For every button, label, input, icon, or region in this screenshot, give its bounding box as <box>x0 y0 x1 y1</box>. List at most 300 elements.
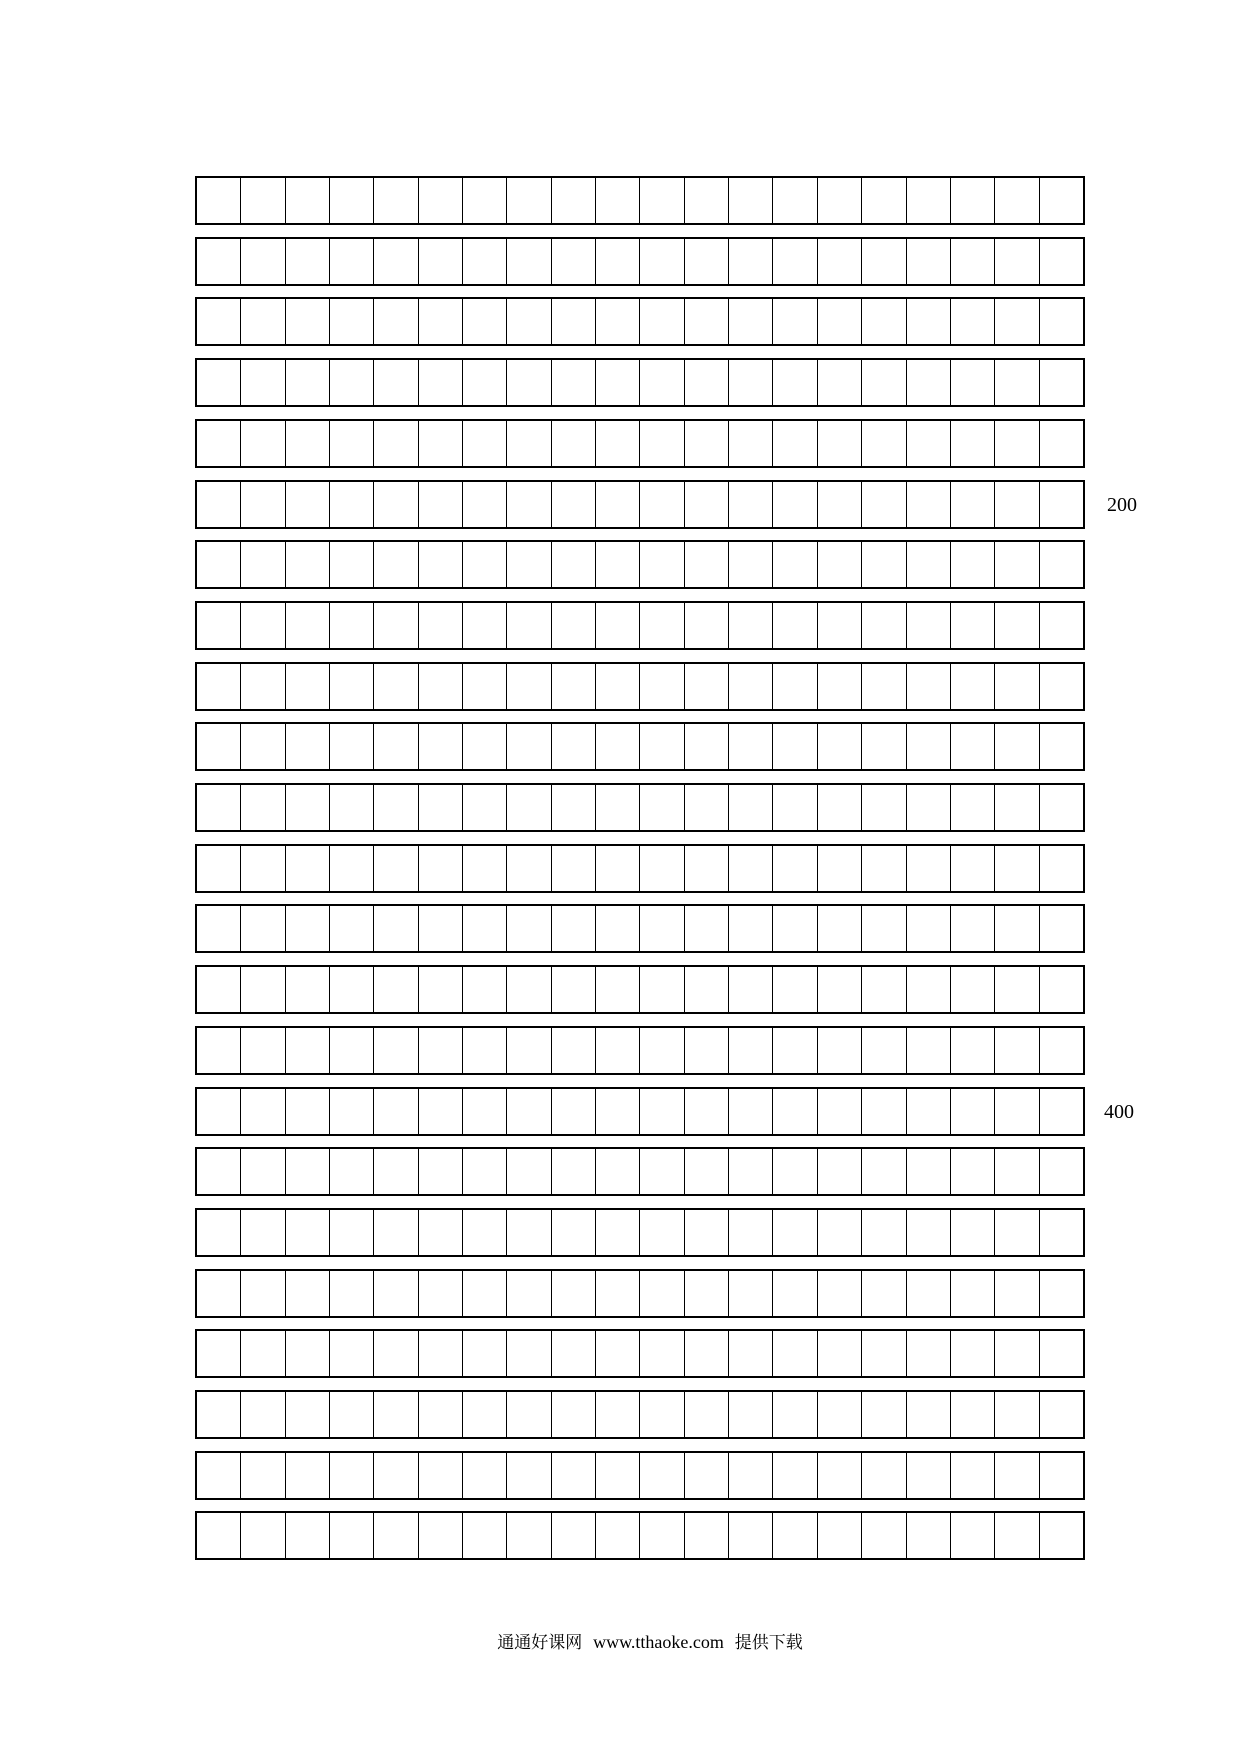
grid-cell <box>419 1331 463 1376</box>
grid-cell <box>1040 482 1083 527</box>
grid-cell <box>286 1453 330 1498</box>
grid-cell <box>419 482 463 527</box>
grid-cell <box>818 1392 862 1437</box>
grid-cell <box>818 1271 862 1316</box>
grid-cell <box>818 785 862 830</box>
footer-credit <box>0 1632 1240 1653</box>
grid-cell <box>640 1453 684 1498</box>
grid-cell <box>1040 906 1083 951</box>
grid-cell <box>197 178 241 223</box>
grid-cell <box>907 178 951 223</box>
grid-cell <box>907 421 951 466</box>
grid-cell <box>596 360 640 405</box>
grid-cell <box>507 1028 551 1073</box>
grid-cell <box>419 239 463 284</box>
footer-url[interactable]: www.tthaoke.com <box>593 1632 724 1652</box>
grid-cell <box>640 1210 684 1255</box>
grid-cell <box>818 178 862 223</box>
grid-cell <box>286 906 330 951</box>
grid-cell <box>685 360 729 405</box>
word-count-marker-200: 200 <box>1107 494 1137 516</box>
grid-cell <box>729 1392 773 1437</box>
grid-cell <box>862 1453 906 1498</box>
grid-cell <box>1040 1028 1083 1073</box>
grid-cell <box>286 1392 330 1437</box>
grid-cell <box>773 664 817 709</box>
grid-cell <box>507 1331 551 1376</box>
grid-cell <box>507 967 551 1012</box>
grid-cell <box>286 542 330 587</box>
grid-cell <box>729 299 773 344</box>
grid-cell <box>197 542 241 587</box>
grid-cell <box>330 482 374 527</box>
grid-cell <box>862 967 906 1012</box>
grid-cell <box>463 1089 507 1134</box>
grid-cell <box>995 542 1039 587</box>
grid-cell <box>818 1210 862 1255</box>
grid-cell <box>596 1089 640 1134</box>
grid-cell <box>995 1028 1039 1073</box>
grid-cell <box>907 1149 951 1194</box>
grid-cell <box>818 664 862 709</box>
grid-row <box>195 297 1085 346</box>
grid-cell <box>463 1210 507 1255</box>
grid-cell <box>907 1331 951 1376</box>
grid-cell <box>552 1149 596 1194</box>
grid-cell <box>330 1392 374 1437</box>
grid-cell <box>330 360 374 405</box>
grid-cell <box>286 785 330 830</box>
grid-cell <box>995 1149 1039 1194</box>
grid-cell <box>374 1149 418 1194</box>
grid-cell <box>640 178 684 223</box>
grid-cell <box>951 724 995 769</box>
grid-cell <box>773 906 817 951</box>
grid-cell <box>507 846 551 891</box>
grid-cell <box>729 603 773 648</box>
grid-cell <box>241 1271 285 1316</box>
grid-cell <box>552 1028 596 1073</box>
grid-cell <box>552 178 596 223</box>
grid-cell <box>685 239 729 284</box>
grid-cell <box>463 1453 507 1498</box>
grid-cell <box>729 1089 773 1134</box>
grid-cell <box>507 724 551 769</box>
grid-cell <box>729 421 773 466</box>
grid-cell <box>951 178 995 223</box>
grid-cell <box>862 603 906 648</box>
grid-cell <box>197 1028 241 1073</box>
grid-cell <box>419 1028 463 1073</box>
grid-cell <box>241 178 285 223</box>
grid-cell <box>862 239 906 284</box>
grid-cell <box>330 239 374 284</box>
grid-cell <box>995 967 1039 1012</box>
grid-cell <box>685 1149 729 1194</box>
grid-cell <box>374 664 418 709</box>
grid-cell <box>640 299 684 344</box>
grid-row <box>195 601 1085 650</box>
grid-row <box>195 358 1085 407</box>
grid-cell <box>640 239 684 284</box>
grid-cell <box>552 542 596 587</box>
grid-cell <box>197 603 241 648</box>
grid-cell <box>729 1513 773 1558</box>
grid-cell <box>241 785 285 830</box>
grid-cell <box>241 1453 285 1498</box>
grid-cell <box>951 1392 995 1437</box>
grid-cell <box>374 482 418 527</box>
grid-cell <box>241 542 285 587</box>
grid-cell <box>729 239 773 284</box>
grid-cell <box>773 1089 817 1134</box>
grid-cell <box>773 1210 817 1255</box>
grid-cell <box>596 299 640 344</box>
grid-cell <box>374 1331 418 1376</box>
grid-cell <box>818 1089 862 1134</box>
grid-cell <box>862 1028 906 1073</box>
grid-cell <box>507 421 551 466</box>
grid-cell <box>862 178 906 223</box>
grid-cell <box>596 1331 640 1376</box>
grid-cell <box>951 1028 995 1073</box>
grid-row <box>195 1147 1085 1196</box>
grid-cell <box>286 1028 330 1073</box>
grid-cell <box>995 1513 1039 1558</box>
grid-cell <box>773 239 817 284</box>
grid-cell <box>241 724 285 769</box>
grid-cell <box>773 967 817 1012</box>
grid-cell <box>552 1453 596 1498</box>
grid-cell <box>773 1149 817 1194</box>
grid-cell <box>862 542 906 587</box>
grid-cell <box>197 1513 241 1558</box>
grid-cell <box>286 178 330 223</box>
grid-row <box>195 1026 1085 1075</box>
grid-cell <box>197 1210 241 1255</box>
grid-cell <box>907 724 951 769</box>
grid-row <box>195 844 1085 893</box>
grid-cell <box>1040 1331 1083 1376</box>
grid-cell <box>729 906 773 951</box>
grid-cell <box>507 482 551 527</box>
grid-cell <box>596 1453 640 1498</box>
grid-cell <box>330 664 374 709</box>
grid-cell <box>463 967 507 1012</box>
grid-cell <box>197 239 241 284</box>
grid-cell <box>773 724 817 769</box>
grid-cell <box>552 785 596 830</box>
grid-cell <box>995 603 1039 648</box>
grid-row <box>195 1511 1085 1560</box>
grid-row <box>195 965 1085 1014</box>
grid-cell <box>818 482 862 527</box>
grid-cell <box>1040 360 1083 405</box>
grid-cell <box>552 1089 596 1134</box>
grid-cell <box>241 664 285 709</box>
grid-cell <box>729 542 773 587</box>
grid-cell <box>419 1149 463 1194</box>
grid-cell <box>241 967 285 1012</box>
grid-cell <box>241 239 285 284</box>
grid-cell <box>951 299 995 344</box>
grid-cell <box>286 846 330 891</box>
grid-cell <box>951 1331 995 1376</box>
grid-cell <box>374 603 418 648</box>
grid-cell <box>507 785 551 830</box>
grid-cell <box>374 299 418 344</box>
grid-cell <box>286 1331 330 1376</box>
grid-cell <box>685 482 729 527</box>
grid-cell <box>1040 542 1083 587</box>
grid-cell <box>685 299 729 344</box>
grid-cell <box>818 421 862 466</box>
grid-cell <box>286 724 330 769</box>
grid-cell <box>374 967 418 1012</box>
grid-cell <box>640 1392 684 1437</box>
grid-cell <box>685 542 729 587</box>
grid-cell <box>330 1028 374 1073</box>
grid-cell <box>995 724 1039 769</box>
grid-cell <box>907 299 951 344</box>
grid-cell <box>995 906 1039 951</box>
grid-cell <box>729 846 773 891</box>
grid-cell <box>596 1028 640 1073</box>
grid-cell <box>286 1271 330 1316</box>
grid-cell <box>463 299 507 344</box>
grid-cell <box>907 1028 951 1073</box>
grid-cell <box>862 360 906 405</box>
grid-cell <box>951 360 995 405</box>
grid-cell <box>507 239 551 284</box>
grid-cell <box>507 1392 551 1437</box>
footer-site-name: 通通好课网 <box>497 1633 583 1653</box>
grid-cell <box>685 664 729 709</box>
grid-cell <box>241 906 285 951</box>
grid-row <box>195 722 1085 771</box>
grid-cell <box>951 1210 995 1255</box>
grid-cell <box>951 1149 995 1194</box>
grid-cell <box>907 785 951 830</box>
grid-cell <box>330 421 374 466</box>
grid-cell <box>907 1453 951 1498</box>
grid-row <box>195 1208 1085 1257</box>
grid-cell <box>995 482 1039 527</box>
grid-cell <box>951 906 995 951</box>
grid-cell <box>907 1392 951 1437</box>
grid-cell <box>552 1513 596 1558</box>
grid-row <box>195 783 1085 832</box>
grid-cell <box>596 846 640 891</box>
grid-cell <box>374 1513 418 1558</box>
grid-cell <box>862 482 906 527</box>
grid-cell <box>286 1149 330 1194</box>
grid-cell <box>729 482 773 527</box>
grid-cell <box>995 1089 1039 1134</box>
grid-cell <box>197 846 241 891</box>
grid-cell <box>907 239 951 284</box>
grid-cell <box>419 178 463 223</box>
grid-cell <box>773 421 817 466</box>
grid-row <box>195 1390 1085 1439</box>
grid-cell <box>286 482 330 527</box>
grid-cell <box>685 967 729 1012</box>
grid-cell <box>640 1149 684 1194</box>
grid-cell <box>1040 1453 1083 1498</box>
grid-cell <box>197 421 241 466</box>
grid-row <box>195 480 1085 529</box>
grid-cell <box>419 1089 463 1134</box>
grid-cell <box>374 178 418 223</box>
grid-cell <box>685 1331 729 1376</box>
grid-cell <box>907 1271 951 1316</box>
grid-cell <box>862 1149 906 1194</box>
grid-cell <box>907 542 951 587</box>
grid-cell <box>419 785 463 830</box>
grid-cell <box>330 1513 374 1558</box>
grid-cell <box>197 724 241 769</box>
grid-row <box>195 1087 1085 1136</box>
grid-cell <box>951 846 995 891</box>
grid-cell <box>685 1271 729 1316</box>
grid-cell <box>374 724 418 769</box>
grid-cell <box>241 1089 285 1134</box>
grid-cell <box>907 1513 951 1558</box>
grid-cell <box>862 846 906 891</box>
grid-cell <box>862 299 906 344</box>
grid-cell <box>951 664 995 709</box>
grid-cell <box>463 1392 507 1437</box>
grid-cell <box>286 664 330 709</box>
grid-cell <box>862 421 906 466</box>
grid-cell <box>640 1513 684 1558</box>
grid-cell <box>507 1271 551 1316</box>
grid-cell <box>640 785 684 830</box>
grid-cell <box>197 1392 241 1437</box>
grid-cell <box>995 239 1039 284</box>
grid-cell <box>773 1453 817 1498</box>
grid-cell <box>818 542 862 587</box>
grid-cell <box>640 542 684 587</box>
grid-cell <box>241 1392 285 1437</box>
grid-cell <box>773 360 817 405</box>
grid-cell <box>596 1210 640 1255</box>
grid-cell <box>241 1028 285 1073</box>
grid-cell <box>374 906 418 951</box>
grid-cell <box>1040 664 1083 709</box>
grid-cell <box>552 1271 596 1316</box>
grid-cell <box>286 967 330 1012</box>
grid-row <box>195 540 1085 589</box>
grid-cell <box>286 239 330 284</box>
grid-cell <box>907 906 951 951</box>
grid-cell <box>1040 967 1083 1012</box>
grid-cell <box>951 785 995 830</box>
grid-cell <box>818 906 862 951</box>
grid-cell <box>907 603 951 648</box>
grid-cell <box>241 846 285 891</box>
grid-cell <box>995 1210 1039 1255</box>
grid-cell <box>552 664 596 709</box>
grid-cell <box>241 603 285 648</box>
grid-cell <box>685 1392 729 1437</box>
grid-cell <box>773 1271 817 1316</box>
grid-cell <box>596 967 640 1012</box>
grid-row <box>195 904 1085 953</box>
grid-row <box>195 237 1085 286</box>
grid-cell <box>552 1392 596 1437</box>
grid-cell <box>286 421 330 466</box>
grid-cell <box>951 239 995 284</box>
grid-cell <box>818 1513 862 1558</box>
grid-cell <box>729 1210 773 1255</box>
grid-cell <box>463 360 507 405</box>
grid-row <box>195 1451 1085 1500</box>
grid-cell <box>374 1271 418 1316</box>
grid-cell <box>197 967 241 1012</box>
grid-cell <box>596 482 640 527</box>
grid-cell <box>1040 178 1083 223</box>
grid-row <box>195 419 1085 468</box>
grid-cell <box>463 846 507 891</box>
grid-cell <box>419 360 463 405</box>
grid-cell <box>773 1392 817 1437</box>
grid-cell <box>463 1149 507 1194</box>
grid-cell <box>552 967 596 1012</box>
grid-cell <box>818 724 862 769</box>
grid-cell <box>197 906 241 951</box>
grid-cell <box>818 1149 862 1194</box>
grid-cell <box>862 1089 906 1134</box>
grid-cell <box>818 603 862 648</box>
grid-cell <box>197 1149 241 1194</box>
grid-row <box>195 1269 1085 1318</box>
grid-cell <box>330 1149 374 1194</box>
grid-cell <box>374 846 418 891</box>
grid-cell <box>463 482 507 527</box>
grid-cell <box>640 360 684 405</box>
grid-cell <box>374 1089 418 1134</box>
grid-cell <box>507 603 551 648</box>
grid-cell <box>463 1513 507 1558</box>
grid-cell <box>241 1149 285 1194</box>
grid-cell <box>907 664 951 709</box>
grid-cell <box>818 1331 862 1376</box>
grid-cell <box>330 1210 374 1255</box>
grid-cell <box>596 239 640 284</box>
grid-cell <box>995 178 1039 223</box>
grid-cell <box>685 1210 729 1255</box>
grid-cell <box>197 1453 241 1498</box>
grid-cell <box>419 664 463 709</box>
grid-cell <box>640 724 684 769</box>
grid-cell <box>1040 1392 1083 1437</box>
grid-cell <box>995 1453 1039 1498</box>
grid-cell <box>374 239 418 284</box>
grid-cell <box>729 664 773 709</box>
grid-cell <box>862 785 906 830</box>
grid-cell <box>507 1089 551 1134</box>
grid-cell <box>552 360 596 405</box>
grid-cell <box>419 906 463 951</box>
grid-cell <box>995 299 1039 344</box>
grid-cell <box>552 1331 596 1376</box>
grid-cell <box>241 299 285 344</box>
grid-cell <box>995 360 1039 405</box>
grid-cell <box>507 299 551 344</box>
grid-cell <box>507 664 551 709</box>
grid-cell <box>1040 1149 1083 1194</box>
